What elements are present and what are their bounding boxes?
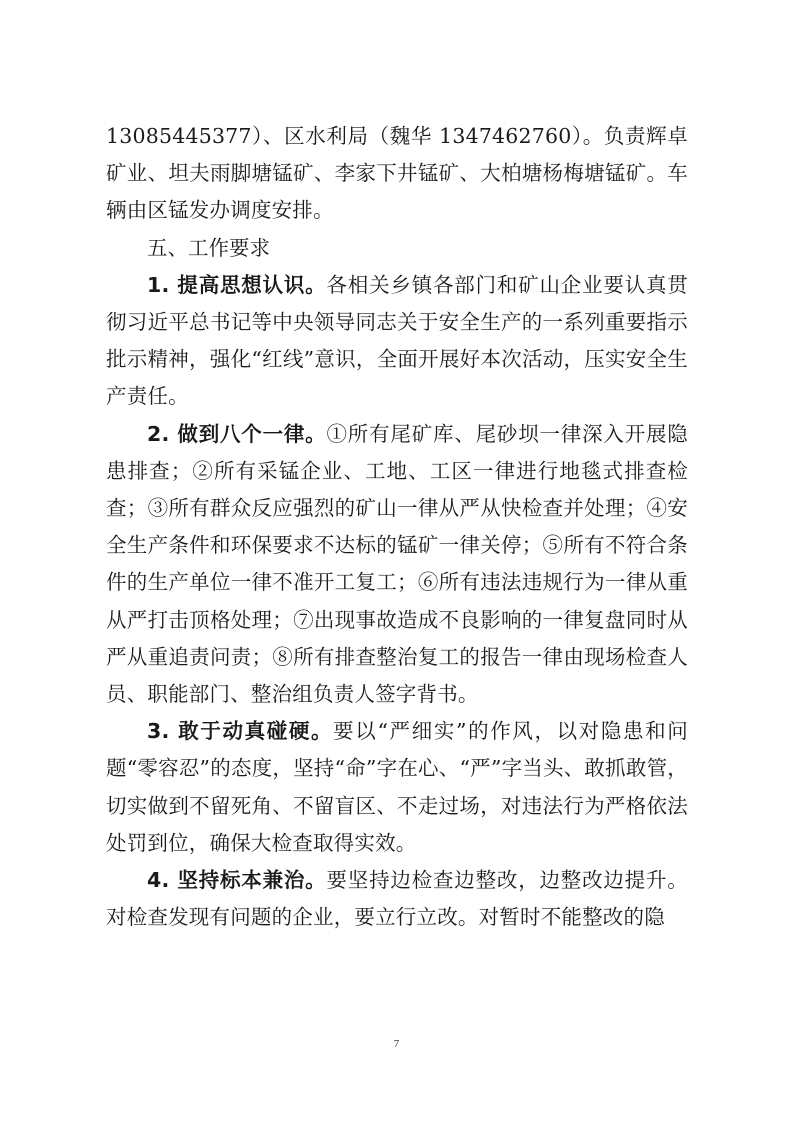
section-heading: 五、工作要求: [147, 235, 270, 260]
requirement-2-body: ①所有尾矿库、尾砂坝一律深入开展隐患排查；②所有采锰企业、工地、工区一律进行地毯式排查检查；③所有群众反应强烈的矿山一律从严从快检查并处理；④安全生产条件和环保要求不达标的锰矿一律关停；⑤所有不符合条件的生产单位一律不准开工复工；⑥所有违法违规行为一律从重从严打击顶格处理；⑦出现事故造成不良影响的一律复盘同时从严从重追责问责；⑧所有排查整治复工的报告一律由现场检查人员、职能部门、整治组负责人签字背书。: [106, 421, 688, 707]
requirement-3-title: 3. 敢于动真碰硬。: [147, 719, 334, 744]
document-body: [106, 118, 688, 936]
requirement-2-title: 2. 做到八个一律。: [147, 421, 327, 446]
requirement-4-body: 要坚持边检查边整改，边整改边提升。对检查发现有问题的企业，要立行立改。对暂时不能整改的隐: [106, 868, 688, 930]
requirement-3-body: 要以“严细实”的作风，以对隐患和问题“零容忍”的态度，坚持“命”字在心、“严”字当头、敢抓敢管，切实做到不留死角、不留盲区、不走过场，对违法行为严格依法处罚到位，确保大检查取得实效。: [106, 719, 688, 855]
requirement-4-title: 4. 坚持标本兼治。: [147, 868, 327, 893]
paragraph-requirement-2: [106, 416, 688, 714]
paragraph-requirement-1: [106, 267, 688, 416]
page-number: 7: [393, 1038, 400, 1050]
requirement-1-body: 各相关乡镇各部门和矿山企业要认真贯彻习近平总书记等中央领导同志关于安全生产的一系列重要指示批示精神，强化“红线”意识，全面开展好本次活动，压实安全生产责任。: [106, 272, 688, 409]
paragraph-contacts: 13085445377）、区水利局（魏华 1347462760）。负责辉卓矿业、坦夫雨脚塘锰矿、李家下井锰矿、大柏塘杨梅塘锰矿。车辆由区锰发办调度安排。: [106, 124, 688, 223]
requirement-1-title: 1. 提高思想认识。: [147, 272, 327, 297]
paragraph-requirement-3: [106, 713, 688, 862]
paragraph-requirement-4: [106, 862, 688, 936]
